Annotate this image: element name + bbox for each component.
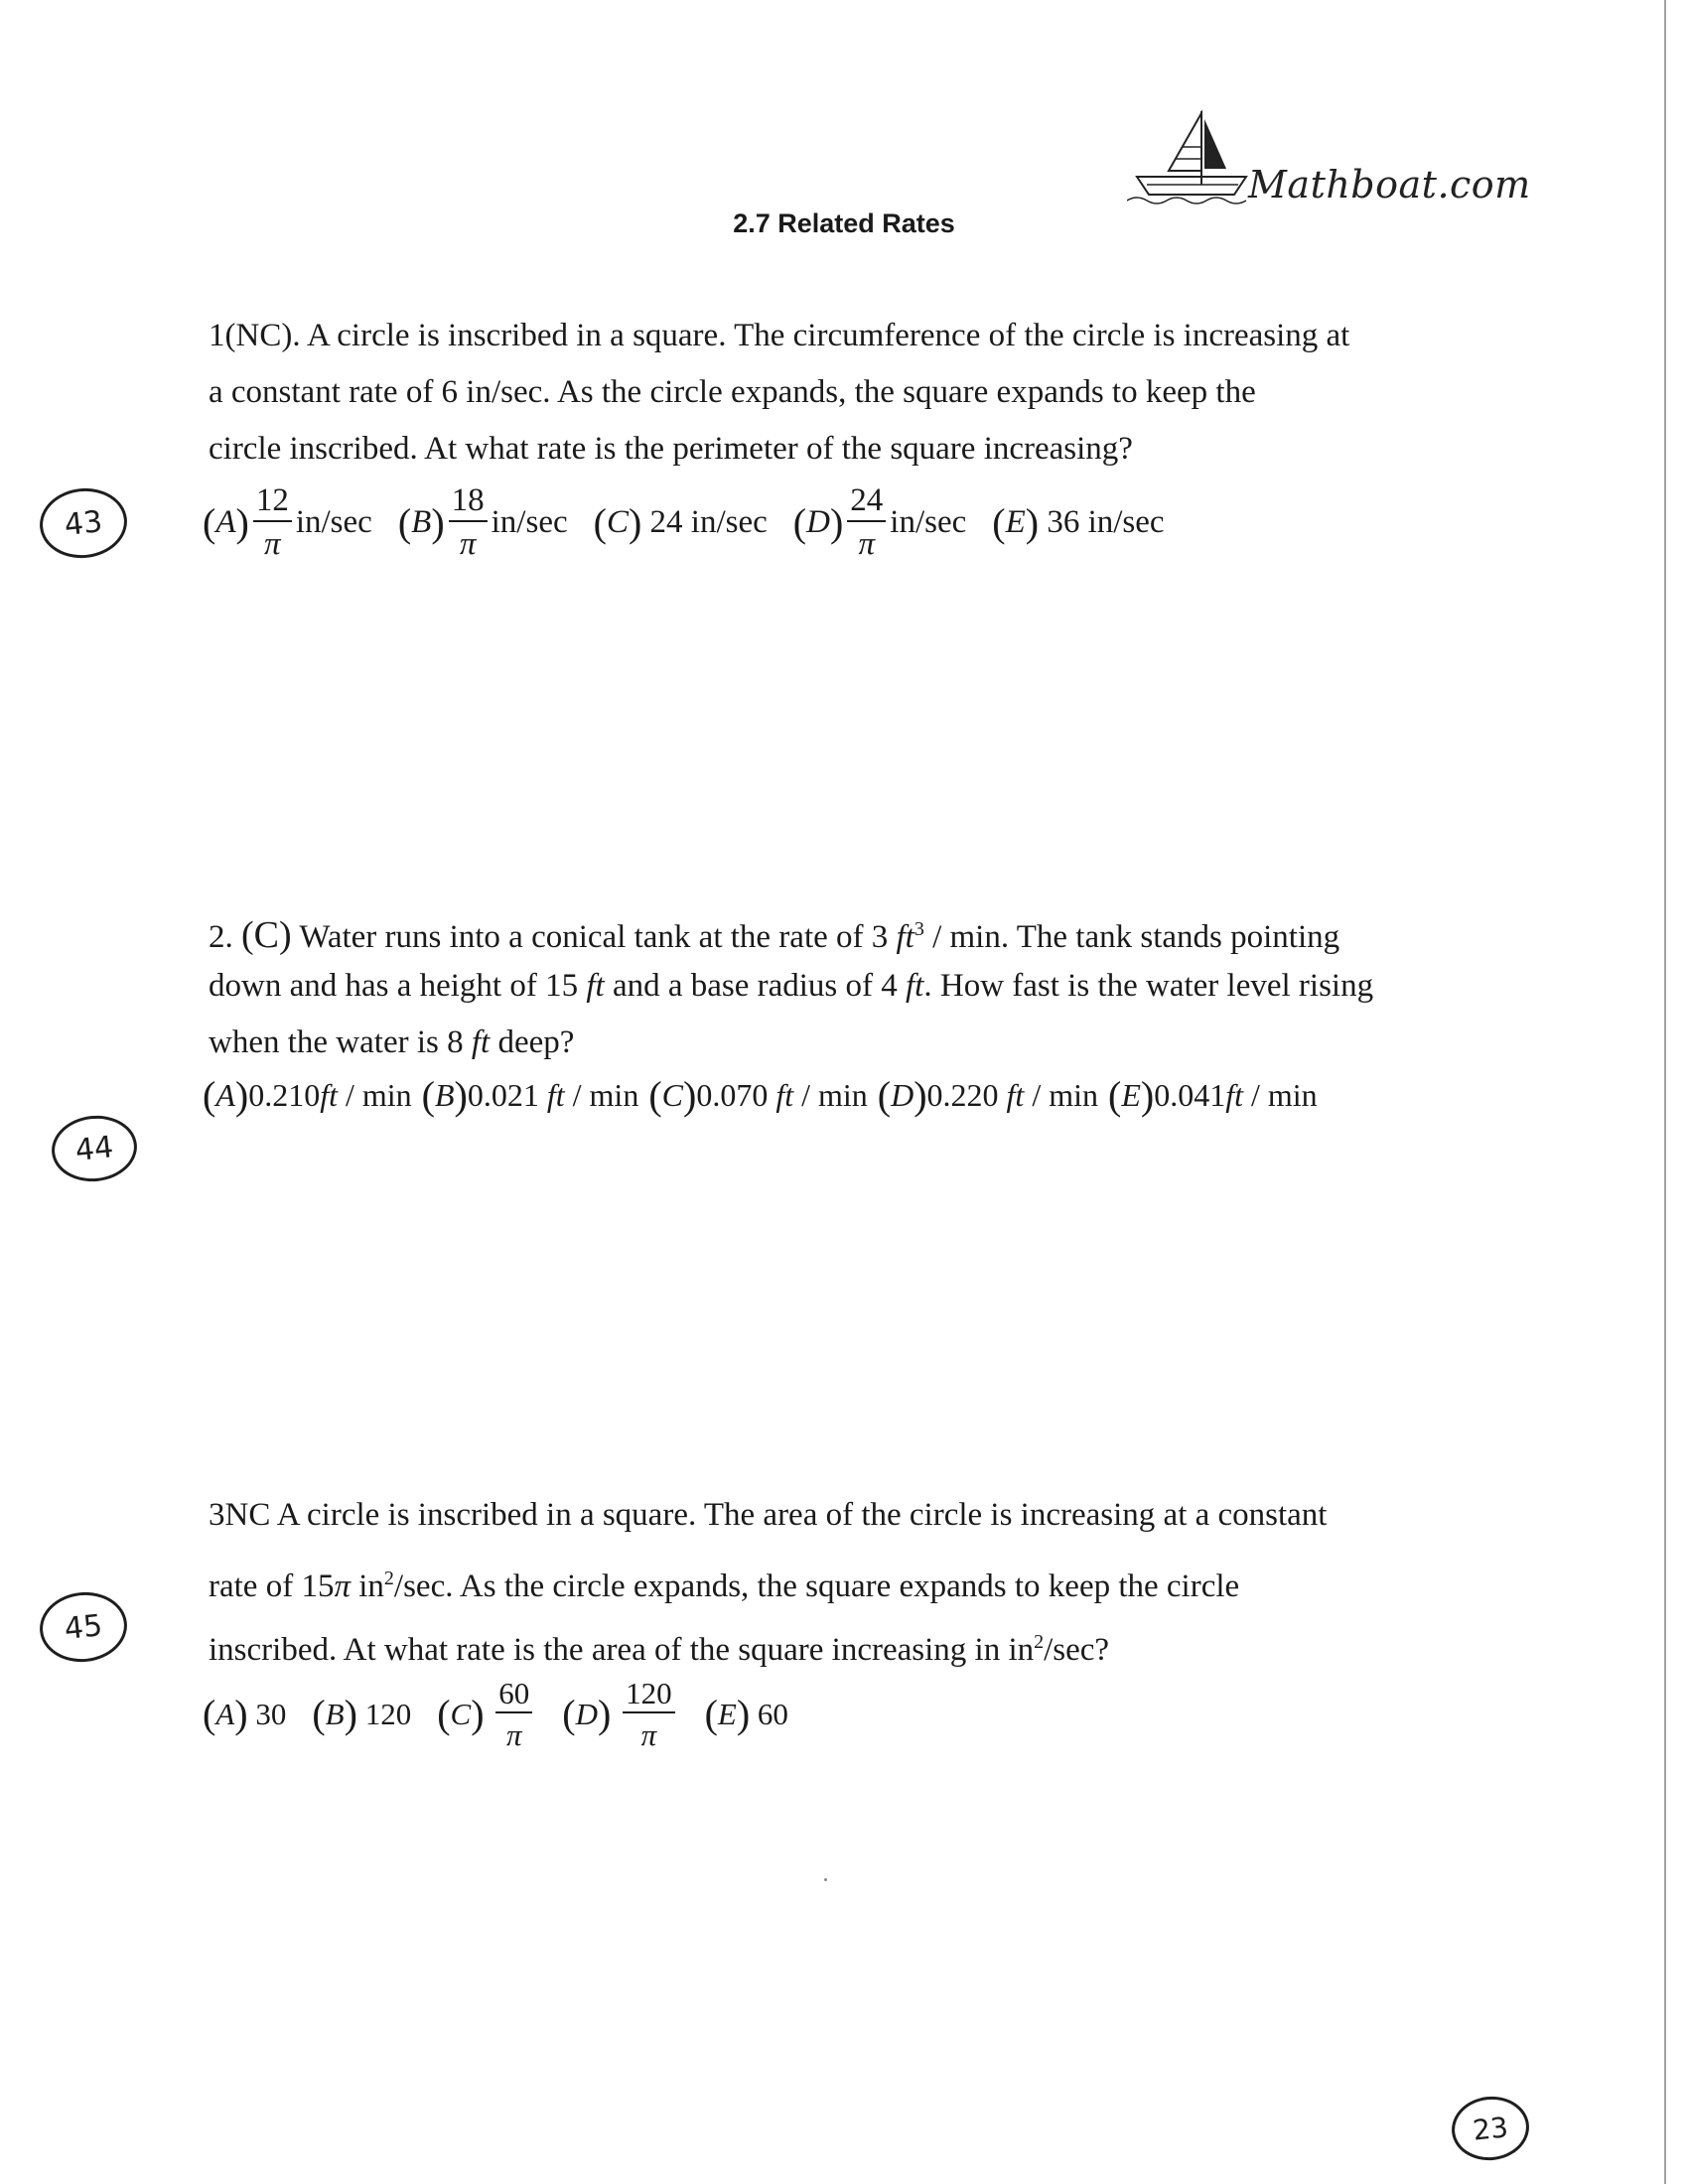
problem-1-text [209,308,1349,478]
fraction: $\frac{60}{\pi}$ [495,1678,532,1750]
problem-3-text [209,1483,1327,1674]
problem-1-line: circle inscribed. At what rate is the perimeter of the square increasing? [209,431,1133,467]
choice-a[interactable]: ( A ) 30 [203,1692,287,1736]
problem-2-line: when the water is 8 ft deep? [209,1024,575,1060]
choice-b[interactable]: ( B ) 0.021 ft / min [421,1073,639,1118]
page-edge [1664,0,1666,2184]
choice-b[interactable]: ( B ) 120 [312,1692,412,1736]
fraction: $\frac{120}{\pi}$ [623,1678,675,1750]
choice-a[interactable]: ( A ) 0.210 ft / min [203,1073,412,1118]
sailboat-icon [1127,107,1256,206]
problem-1-line: 1(NC). A circle is inscribed in a square. The circumference of the circle is increasing at [209,318,1350,353]
problem-3-line: inscribed. At what rate is the area of the square increasing in $in^2/\sec$? [209,1631,1110,1668]
choice-c[interactable]: ( C ) 24 in/sec [593,500,768,545]
problem-1-line: a constant rate of 6 in/sec. As the circle expands, the square expands to keep the [209,374,1256,410]
problem-3-line: 3NC A circle is inscribed in a square. The area of the circle is increasing at a constant [209,1497,1328,1533]
page-number: 23 [1449,2093,1532,2164]
margin-note-44: 44 [49,1112,140,1186]
choice-c[interactable]: ( C ) 0.070 ft / min [648,1073,868,1118]
problem-3-choices [203,1678,814,1750]
choice-e[interactable]: ( E ) 0.041 ft / min [1107,1073,1318,1118]
problem-1-choices [203,484,1191,561]
fraction: $\frac{12}{\pi}$ [253,484,292,561]
choice-c[interactable]: ( C ) $\frac{60}{\pi}$ [437,1678,536,1750]
margin-note-43: 43 [37,484,131,563]
choice-d[interactable]: ( D ) $\frac{24}{\pi}$ in/sec [792,482,967,562]
margin-note-45: 45 [37,1588,131,1667]
stray-mark [824,1878,827,1881]
page-title: 2.7 Related Rates [733,208,955,238]
choice-d[interactable]: ( D ) $\frac{120}{\pi}$ [562,1678,678,1750]
problem-2-choices [203,1072,1318,1119]
problem-3-line: rate of 15π $in^2/\sec$. As the circle expands, the square expands to keep the circle [209,1568,1240,1604]
choice-e[interactable]: ( E ) 60 [704,1692,788,1736]
problem-2-line: down and has a height of 15 ft and a base radius of 4 ft. How fast is the water level rising [209,968,1374,1004]
problem-2-text [209,901,1373,1071]
problem-2-line: 2. (C) Water runs into a conical tank at the rate of 3 $ft^3$ / min. The tank stands pointing [209,914,1340,956]
choice-d[interactable]: ( D ) 0.220 ft / min [877,1073,1098,1118]
choice-b[interactable]: ( B ) $\frac{18}{\pi}$ in/sec [397,482,568,562]
fraction: $\frac{18}{\pi}$ [449,484,488,561]
site-name[interactable]: Mathboat.com [1248,163,1531,206]
choice-a[interactable]: ( A ) $\frac{12}{\pi}$ in/sec [203,482,372,562]
choice-e[interactable]: ( E ) 36 in/sec [992,500,1165,545]
mathboat-logo [1127,107,1544,216]
fraction: $\frac{24}{\pi}$ [847,484,886,561]
